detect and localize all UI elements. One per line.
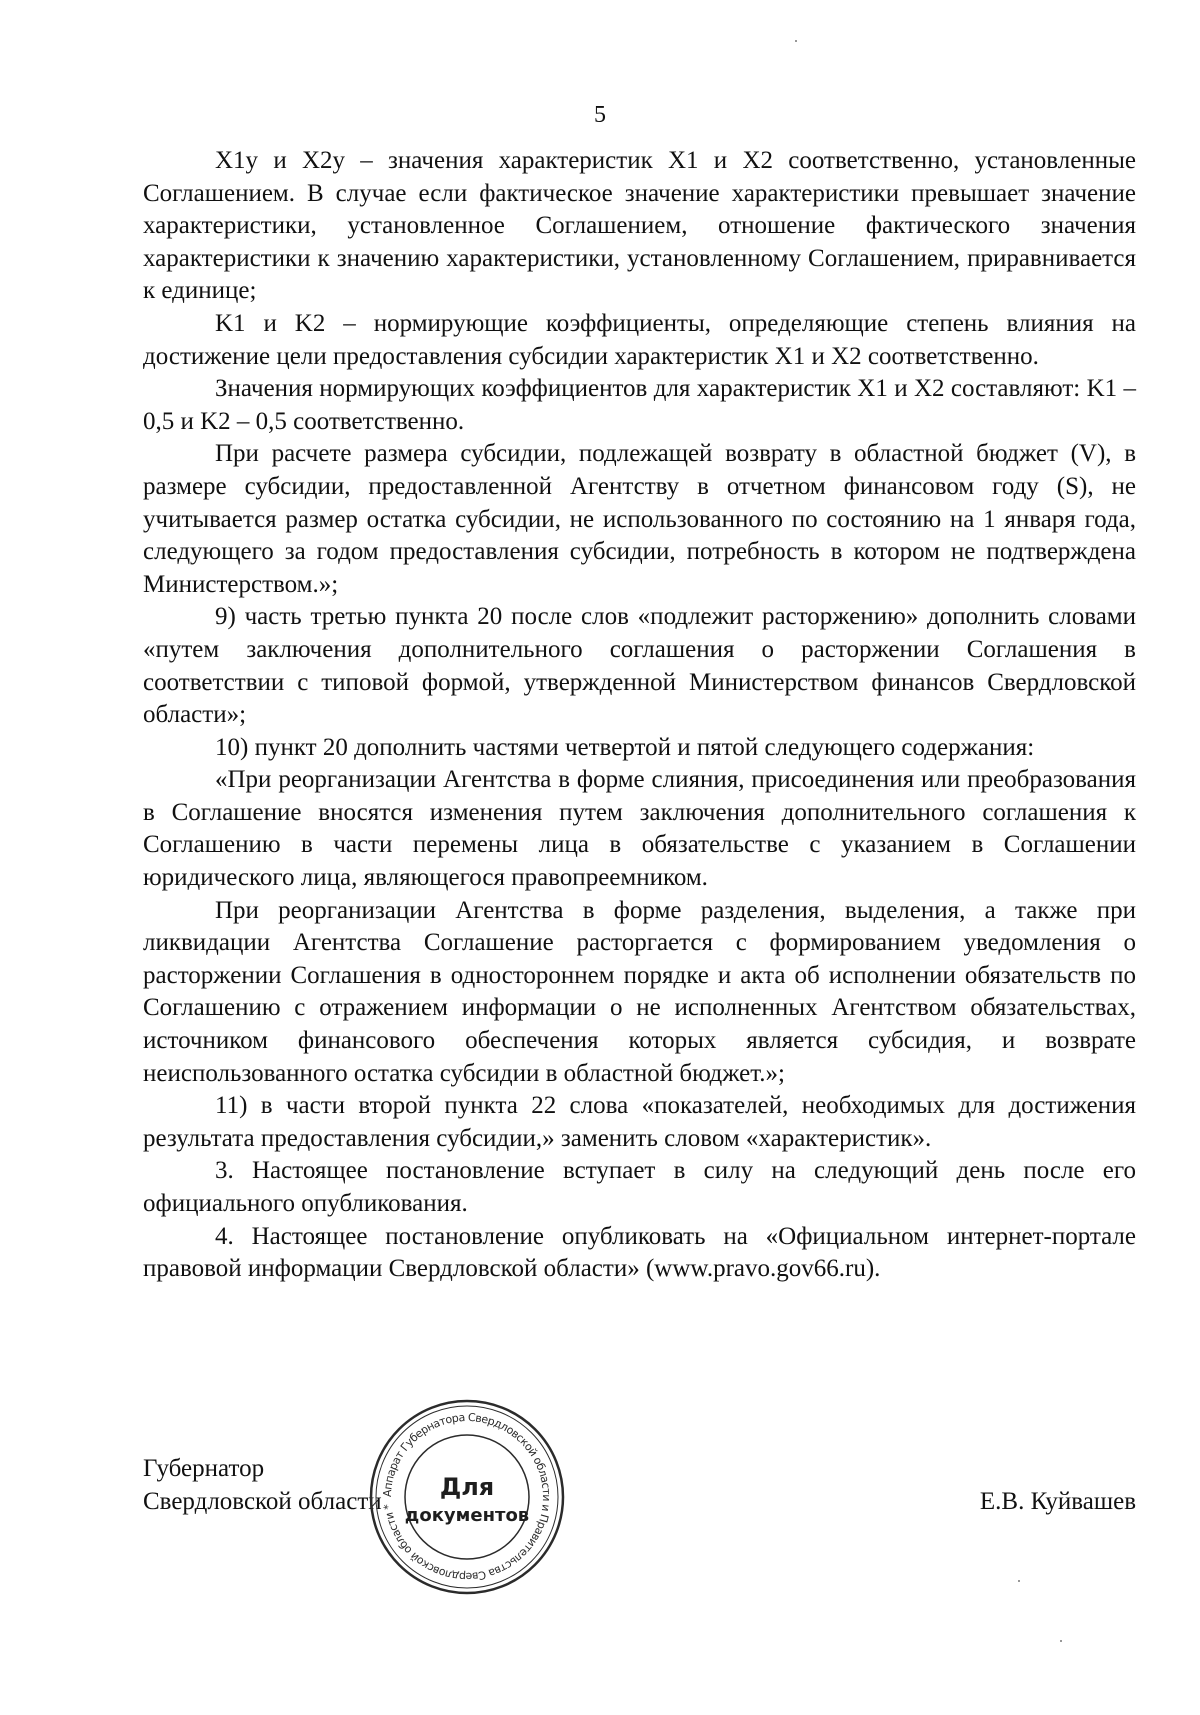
stamp-seal-graphic — [367, 1397, 567, 1597]
stamp-word-2: документов — [404, 1505, 530, 1526]
paragraph-k-coefficients: K1 и K2 – нормирующие коэффициенты, определяющие степень влияния на достижение цели предоставления субсидии характеристик X1 и X2 соответственно. — [143, 309, 1136, 370]
paragraph-coefficient-values: Значения нормирующих коэффициентов для характеристик X1 и X2 составляют: K1 – 0,5 и K2 – 0,5 соответственно. — [143, 375, 1136, 435]
signature-block — [143, 1452, 1136, 1532]
scan-speck — [1018, 1580, 1020, 1582]
stamp-word-1: Для — [439, 1473, 495, 1501]
paragraph-item-10: 10) пункт 20 дополнить частями четвертой и пятой следующего содержания: — [215, 733, 1035, 761]
paragraph-clause-3: 3. Настоящее постановление вступает в силу на следующий день после его официального опубликования. — [143, 1157, 1136, 1217]
paragraph-subsidy-calculation: При расчете размера субсидии, подлежащей возврату в областной бюджет (V), в размере субсидии, предоставленной Агентству в отчетном финансовом году (S), не учитывается размер остатка субсидии, не использованного по состоянию на 1 января года, следующего за годом предоставления субсидии, потребность в котором не подтверждена Министерством.»; — [143, 440, 1136, 598]
signatory-title-line-1: Губернатор — [143, 1455, 265, 1482]
signatory-title — [143, 1452, 382, 1518]
signatory-title-line-2: Свердловской области — [143, 1488, 382, 1515]
stamp-ring-text: Аппарат Губернатора Свердловской области и Правительства Свердловской области * — [380, 1410, 554, 1584]
paragraph-item-9: 9) часть третью пункта 20 после слов «подлежит расторжению» дополнить словами «путем заключения дополнительного соглашения о расторжении Соглашения в соответствии с типовой формой, утвержденной Министерством финансов Свердловской области»; — [143, 603, 1136, 729]
paragraph-item-11: 11) в части второй пункта 22 слова «показателей, необходимых для достижения результата предоставления субсидии,» заменить словом «характеристик». — [143, 1092, 1136, 1152]
paragraph-reorganization-division: При реорганизации Агентства в форме разделения, выделения, а также при ликвидации Агентства Соглашение расторгается с формированием уведомления о расторжении Соглашения в одностороннем порядке и акта об исполнении обязательств по Соглашению с отражением информации о не исполненных Агентством обязательствах, источником финансового обеспечения которых является субсидия, и возврате неиспользованного остатка субсидии в областной бюджет.»; — [143, 896, 1136, 1087]
paragraph-clause-4: 4. Настоящее постановление опубликовать на «Официальном интернет-портале правовой информации Свердловской области» (www.pravo.gov66.ru). — [143, 1222, 1136, 1283]
page-number: 5 — [594, 102, 606, 128]
paragraph-reorganization-merger: «При реорганизации Агентства в форме слияния, присоединения или преобразования в Соглашение вносятся изменения путем заключения дополнительного соглашения к Соглашению в части перемены лица в обязательстве с указанием в Соглашении юридического лица, являющегося правопреемником. — [143, 766, 1136, 892]
signatory-name: Е.В. Куйвашев — [979, 1488, 1136, 1515]
scan-speck — [795, 40, 797, 42]
paragraph-x-values: X1у и X2у – значения характеристик X1 и X2 соответственно, установленные Соглашением. В случае если фактическое значение характеристики превышает значение характеристики, установленное Соглашением, отношение фактического значения характеристики к значению характеристики, установленному Соглашением, приравнивается к единице; — [143, 147, 1136, 305]
official-stamp — [367, 1397, 567, 1597]
scan-speck — [1060, 1640, 1062, 1642]
document-body — [143, 145, 1136, 1286]
